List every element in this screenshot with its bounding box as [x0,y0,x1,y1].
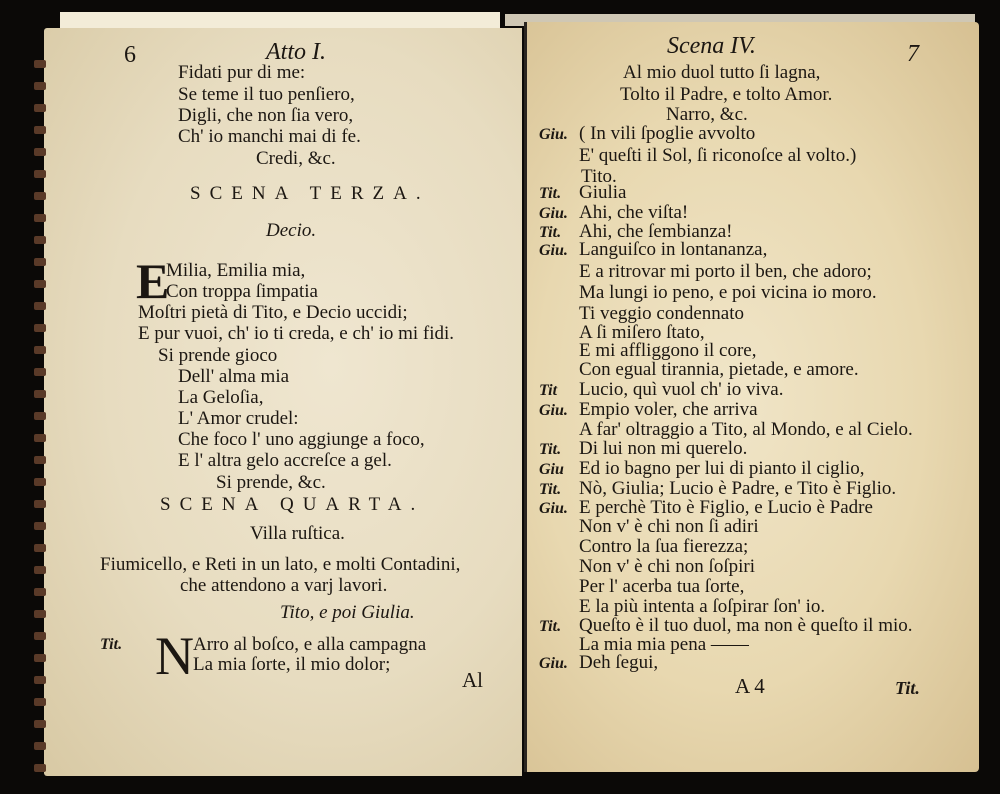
dialogue-line: E mi affliggono il core, [579,340,757,361]
text-line: Dell' alma mia [178,366,290,387]
dialogue-line: Ahi, che ſembianza! [579,221,733,242]
running-head: Scena IV. [667,33,756,59]
binding-stitch [34,148,46,156]
binding-stitch [34,478,46,486]
binding-stitch [34,456,46,464]
binding-stitch [34,82,46,90]
dialogue-line: Giulia [579,182,627,203]
speaker-label: Tit. [539,224,562,241]
binding-stitch [34,588,46,596]
dialogue-line: Ed io bagno per lui di pianto il ciglio, [579,458,865,479]
dialogue-line: Al mio duol tutto ſi lagna, [623,62,821,83]
signature-mark: A 4 [735,674,765,698]
page-number: 6 [124,42,136,68]
text-line: La mia ſorte, il mio dolor; [193,654,391,675]
dialogue-line: Ti veggio condennato [579,303,745,324]
binding-stitch [34,346,46,354]
speaker-label: Giu. [539,205,568,222]
text-line: Digli, che non ſia vero, [178,105,354,126]
binding-stitch [34,302,46,310]
text-line: E pur vuoi, ch' io ti creda, e ch' io mi fidi. [138,323,455,344]
binding-stitch [34,764,46,772]
dialogue-line: ( In vili ſpoglie avvolto [579,123,756,144]
scene-heading: SCENA TERZA. [190,183,430,204]
binding-stitch [34,60,46,68]
text-line: Moſtri pietà di Tito, e Decio uccidi; [138,302,408,323]
binding-stitch [34,500,46,508]
text-line: Decio. [266,220,317,241]
speaker-label: Giu [539,461,564,478]
speaker-label: Tit. [539,441,562,458]
dialogue-line: Narro, &c. [666,104,748,125]
dialogue-line: Con egual tirannia, pietade, e amore. [579,359,859,380]
dialogue-line: A far' oltraggio a Tito, al Mondo, e al Cielo. [579,419,913,440]
binding-stitch [34,654,46,662]
scene-heading: SCENA QUARTA. [160,494,425,515]
binding-stitch [34,742,46,750]
speaker-label: Giu. [539,655,568,672]
binding-stitch [34,236,46,244]
speaker-label: Tit. [539,481,562,498]
binding-stitch [34,610,46,618]
speaker-label: Tit. [539,618,562,635]
text-line: L' Amor crudel: [178,408,299,429]
binding-stitch [34,720,46,728]
dialogue-line: Queſto è il tuo duol, ma non è queſto il mio. [579,615,913,636]
speaker-label: Giu. [539,242,568,259]
dialogue-line: Non v' è chi non ſi adiri [579,516,759,537]
left-page [44,28,522,776]
catchword: Al [462,668,483,692]
dialogue-line: A ſi miſero ſtato, [579,322,705,343]
binding-stitch [34,544,46,552]
binding-stitch [34,126,46,134]
binding-stitch [34,434,46,442]
speaker-label: Giu. [539,402,568,419]
dialogue-line: La mia mia pena —— [579,634,749,655]
text-line: Si prende, &c. [216,472,326,493]
binding-stitch [34,214,46,222]
dialogue-line: Per l' acerba tua ſorte, [579,576,745,597]
text-line: Villa ruſtica. [250,523,345,544]
text-line: Ch' io manchi mai di fe. [178,126,361,147]
dialogue-line: Languiſco in lontananza, [579,239,768,260]
catchword: Tit. [895,678,920,698]
dialogue-line: Lucio, quì vuol ch' io viva. [579,379,784,400]
dialogue-line: Contro la ſua fierezza; [579,536,749,557]
text-line: Tito, e poi Giulia. [280,602,415,623]
speaker-label: Tit [539,382,558,399]
speaker-label: Tit. [100,636,123,653]
dialogue-line: Empio voler, che arriva [579,399,758,420]
binding-stitch [34,698,46,706]
dialogue-line: Di lui non mi querelo. [579,438,748,459]
page-number: 7 [907,41,919,67]
dialogue-line: E la più intenta a ſoſpirar ſon' io. [579,596,826,617]
text-line: Si prende gioco [158,345,278,366]
binding-stitch [34,258,46,266]
binding-stitch [34,368,46,376]
binding-stitch [34,170,46,178]
binding-stitch [34,390,46,398]
binding-stitch [34,522,46,530]
text-line: Con troppa ſimpatia [166,281,318,302]
text-line: Credi, &c. [256,148,336,169]
text-line: Se teme il tuo penſiero, [178,84,355,105]
dialogue-line: E perchè Tito è Figlio, e Lucio è Padre [579,497,873,518]
speaker-label: Tit. [539,185,562,202]
binding-stitch [34,324,46,332]
text-line: Milia, Emilia mia, [166,260,306,281]
dialogue-line: Nò, Giulia; Lucio è Padre, e Tito è Figlio. [579,478,897,499]
text-line: Fidati pur di me: [178,62,306,83]
dialogue-line: Deh ſegui, [579,652,659,673]
drop-cap: E [136,253,170,309]
drop-cap: N [155,626,194,686]
binding-stitch [34,676,46,684]
text-line: La Geloſia, [178,387,264,408]
right-page [524,22,979,772]
speaker-label: Giu. [539,500,568,517]
dialogue-line: Ahi, che viſta! [579,202,689,223]
dialogue-line: E' queſti il Sol, ſi riconoſce al volto.) [579,145,857,166]
binding-stitch [34,192,46,200]
binding-stitch [34,566,46,574]
text-line: che attendono a varj lavori. [180,575,388,596]
dialogue-line: Ma lungi io peno, e poi vicina io moro. [579,282,877,303]
text-line: E l' altra gelo accreſce a gel. [178,450,392,471]
dialogue-line: Tolto il Padre, e tolto Amor. [620,84,833,105]
dialogue-line: Tito. [581,166,617,187]
dialogue-line: E a ritrovar mi porto il ben, che adoro; [579,261,872,282]
running-head: Atto I. [266,39,326,65]
text-line: Che foco l' uno aggiunge a foco, [178,429,425,450]
binding-stitch [34,104,46,112]
binding-stitch [34,412,46,420]
speaker-label: Giu. [539,126,568,143]
binding-stitch [34,280,46,288]
text-line: Fiumicello, e Reti in un lato, e molti Contadini, [100,554,461,575]
text-line: Arro al boſco, e alla campagna [193,634,427,655]
dialogue-line: Non v' è chi non ſoſpiri [579,556,755,577]
binding-stitch [34,632,46,640]
